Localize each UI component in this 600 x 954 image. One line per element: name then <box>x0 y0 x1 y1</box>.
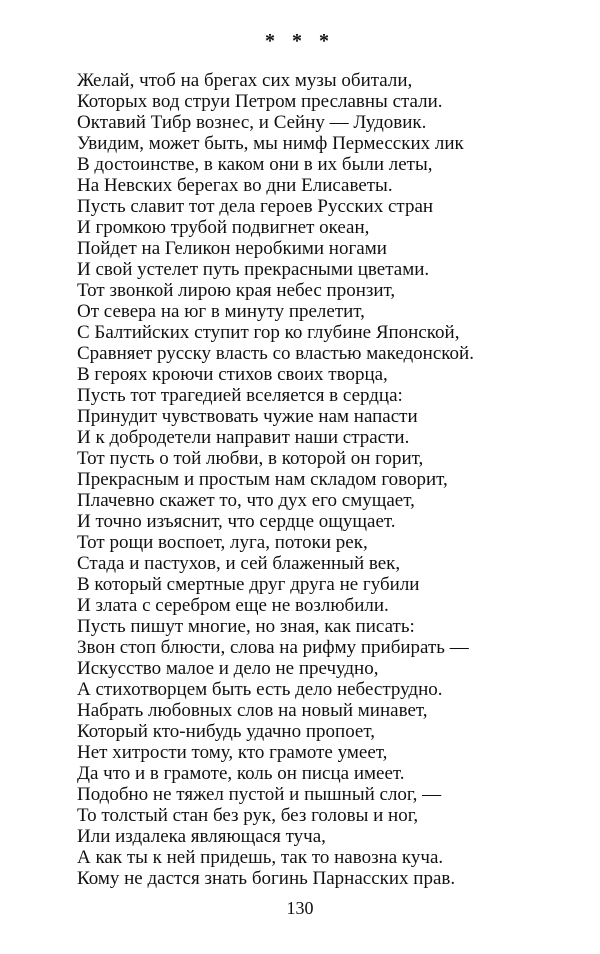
poem-line: Октавий Тибр вознес, и Сейну — Лудовик. <box>77 112 427 133</box>
poem-line: Прекрасным и простым нам складом говорит, <box>77 469 448 490</box>
poem-line: В героях кроючи стихов своих творца, <box>77 364 388 385</box>
poem-line: Плачевно скажет то, что дух его смущает, <box>77 490 415 511</box>
poem-line: Принудит чувствовать чужие нам напасти <box>77 406 418 427</box>
poem-line: Да что и в грамоте, коль он писца имеет. <box>77 763 405 784</box>
poem-line: А как ты к ней придешь, так то навозна куча. <box>77 847 444 868</box>
poem-line: На Невских берегах во дни Елисаветы. <box>77 175 393 196</box>
poem-line: В достоинстве, в каком они в их были леты, <box>77 154 433 175</box>
poem-line: Или издалека являющася туча, <box>77 826 326 847</box>
poem-line: Пусть славит тот дела героев Русских стран <box>77 196 434 217</box>
poem-line: С Балтийских ступит гор ко глубине Японской, <box>77 322 460 343</box>
section-ornament: * * * <box>265 30 335 52</box>
poem-line: И злата с серебром еще не возлюбили. <box>77 595 389 616</box>
poem-line: И точно изъяснит, что сердце ощущает. <box>77 511 396 532</box>
poem-line: В который смертные друг друга не губили <box>77 574 420 595</box>
poem-line: Нет хитрости тому, кто грамоте умеет, <box>77 742 388 763</box>
poem-line: Искусство малое и дело не пречудно, <box>77 658 379 679</box>
poem-line: То толстый стан без рук, без головы и ног, <box>77 805 419 826</box>
poem-line: Увидим, может быть, мы нимф Пермесских лик <box>77 133 464 154</box>
poem-line: Тот звонкой лирою края небес пронзит, <box>77 280 396 301</box>
poem-line: Который кто-нибудь удачно пропоет, <box>77 721 375 742</box>
poem-line: От севера на юг в минуту прелетит, <box>77 301 365 322</box>
poem-line: Тот пусть о той любви, в которой он горит, <box>77 448 424 469</box>
poem-line: И свой устелет путь прекрасными цветами. <box>77 259 430 280</box>
poem-text <box>77 70 577 889</box>
poem-line: Которых вод струи Петром преславны стали. <box>77 91 443 112</box>
poem-line: И к добродетели направит наши страсти. <box>77 427 410 448</box>
poem-line: Желай, чтоб на брегах сих музы обитали, <box>77 70 413 91</box>
poem-line: А стихотворцем быть есть дело небеструдно. <box>77 679 443 700</box>
poem-line: Кому не дастся знать богинь Парнасских прав. <box>77 868 456 889</box>
poem-line: Пусть пишут многие, но зная, как писать: <box>77 616 415 637</box>
poem-line: Пусть тот трагедией вселяется в сердца: <box>77 385 403 406</box>
poem-line: Звон стоп блюсти, слова на рифму прибирать — <box>77 637 469 658</box>
poem-line: Пойдет на Геликон неробкими ногами <box>77 238 387 259</box>
poem-line: И громкою трубой подвигнет океан, <box>77 217 370 238</box>
poem-line: Набрать любовных слов на новый минавет, <box>77 700 428 721</box>
poem-line: Подобно не тяжел пустой и пышный слог, — <box>77 784 442 805</box>
poem-line: Стада и пастухов, и сей блаженный век, <box>77 553 401 574</box>
poem-line: Тот рощи воспоет, луга, потоки рек, <box>77 532 368 553</box>
page-number: 130 <box>286 898 314 918</box>
poem-line: Сравняет русску власть со властью македонской. <box>77 343 474 364</box>
